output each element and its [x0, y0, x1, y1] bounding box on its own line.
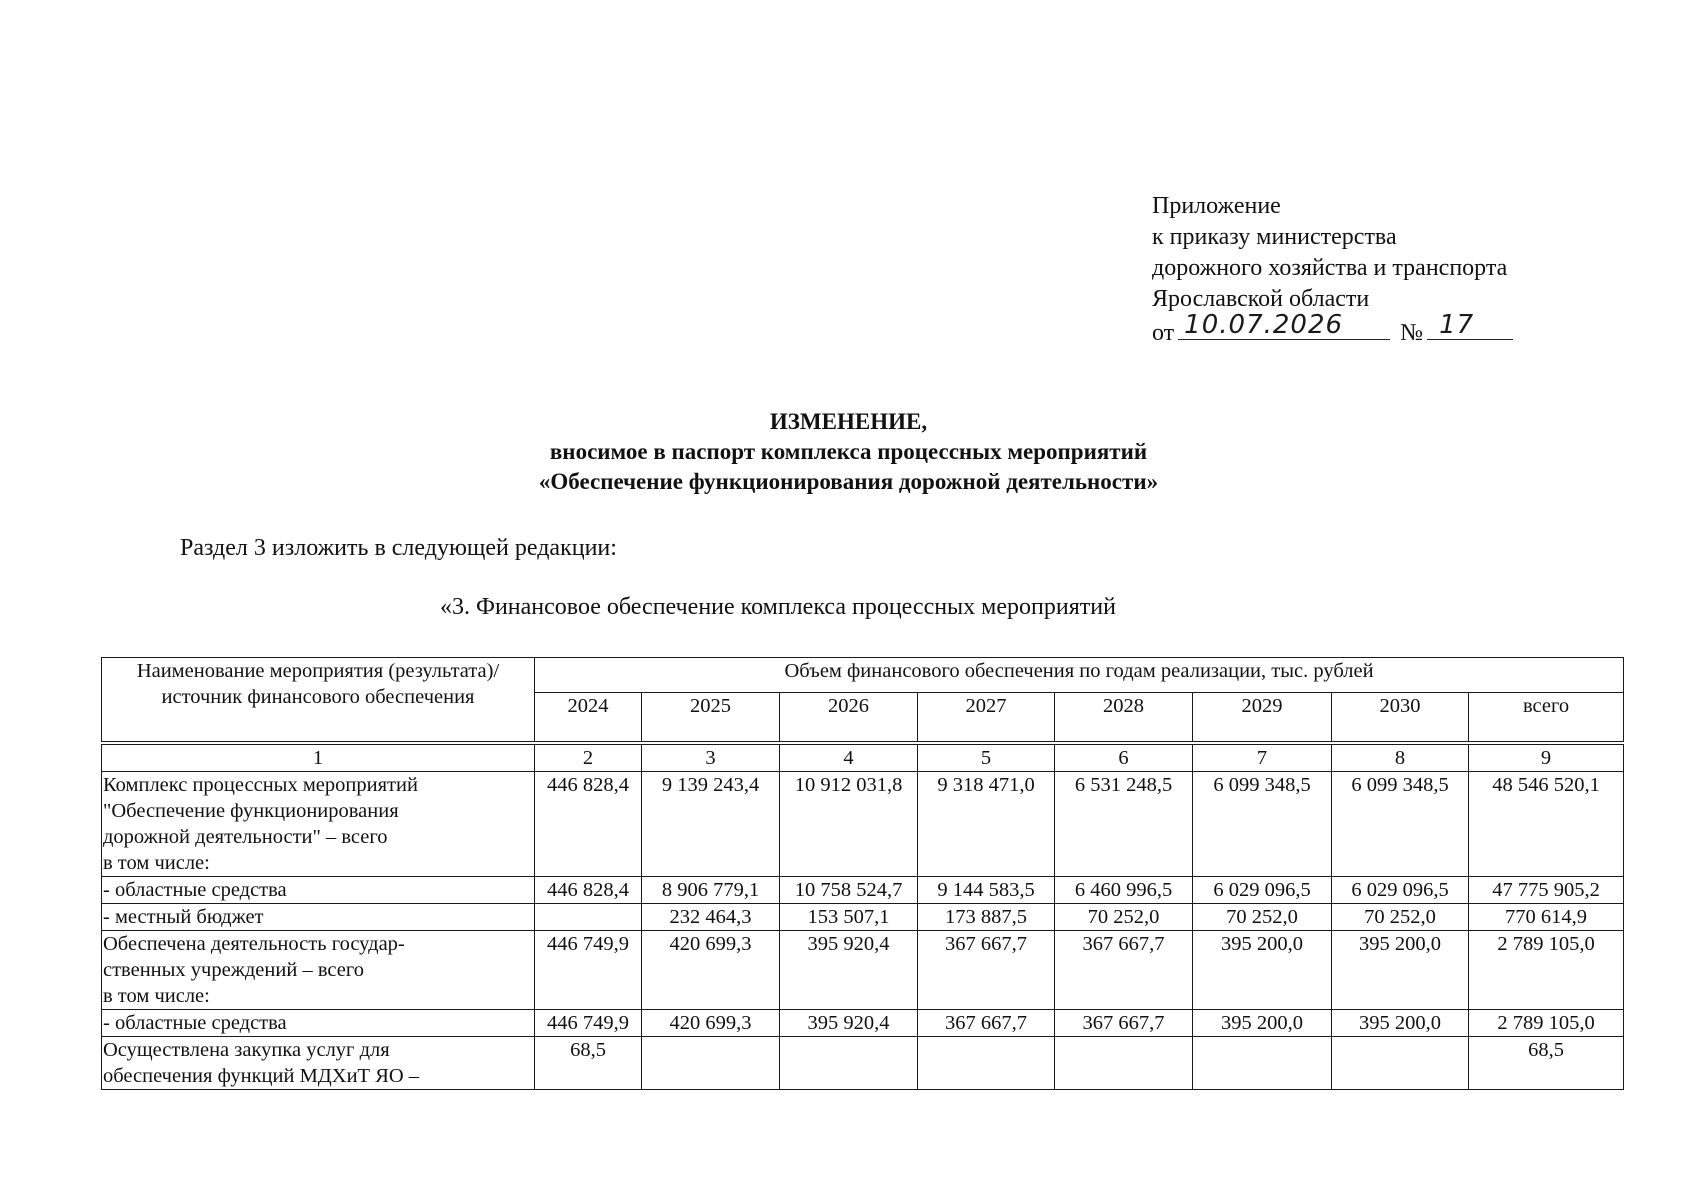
value-cell: 9 318 471,0 [918, 772, 1055, 877]
value-cell: 68,5 [1469, 1037, 1624, 1090]
value-cell [642, 1037, 780, 1090]
row-name [102, 1010, 535, 1037]
date-fill-line [1178, 310, 1390, 340]
row-name [102, 931, 535, 1010]
row-name [102, 877, 535, 904]
value-cell: 6 531 248,5 [1055, 772, 1193, 877]
financing-table [101, 657, 1624, 1090]
year-header: 2027 [918, 693, 1055, 743]
handwritten-number: 17 [1439, 310, 1475, 340]
value-cell: 6 029 096,5 [1193, 877, 1332, 904]
value-cell: 446 828,4 [535, 877, 642, 904]
row-name-line: - областные средства [103, 879, 287, 901]
row-name [102, 772, 535, 877]
row-name-line: Осуществлена закупка услуг для [103, 1039, 390, 1061]
table-row [102, 931, 1624, 1010]
value-cell: 446 749,9 [535, 931, 642, 1010]
value-cell [1193, 1037, 1332, 1090]
value-cell: 395 200,0 [1332, 931, 1469, 1010]
row-name [102, 1037, 535, 1090]
value-cell: 70 252,0 [1193, 904, 1332, 931]
column-number: 9 [1469, 743, 1624, 772]
row-name-line: ственных учреждений – всего [103, 959, 364, 981]
value-cell: 770 614,9 [1469, 904, 1624, 931]
appendix-line-3: дорожного хозяйства и транспорта [1152, 255, 1508, 281]
value-cell: 9 139 243,4 [642, 772, 780, 877]
instruction-text: Раздел 3 изложить в следующей редакции: [180, 535, 617, 561]
value-cell: 395 920,4 [780, 931, 918, 1010]
year-header: всего [1469, 693, 1624, 743]
row-name [102, 904, 535, 931]
column-number: 4 [780, 743, 918, 772]
row-name-line: "Обеспечение функционирования [103, 800, 399, 822]
table-row [102, 877, 1624, 904]
value-cell: 68,5 [535, 1037, 642, 1090]
appendix-line-4: Ярославской области [1152, 286, 1370, 312]
value-cell: 446 749,9 [535, 1010, 642, 1037]
column-number: 7 [1193, 743, 1332, 772]
table-body [102, 743, 1624, 1090]
value-cell: 395 920,4 [780, 1010, 918, 1037]
value-cell: 10 758 524,7 [780, 877, 918, 904]
column-number: 3 [642, 743, 780, 772]
value-cell: 367 667,7 [918, 931, 1055, 1010]
volume-header: Объем финансового обеспечения по годам реализации, тыс. рублей [535, 658, 1624, 693]
value-cell: 6 029 096,5 [1332, 877, 1469, 904]
date-prefix: от [1152, 320, 1175, 346]
column-number: 6 [1055, 743, 1193, 772]
handwritten-date: 10.07.2026 [1184, 310, 1344, 340]
value-cell: 48 546 520,1 [1469, 772, 1624, 877]
value-cell: 446 828,4 [535, 772, 642, 877]
value-cell [1332, 1037, 1469, 1090]
year-header: 2026 [780, 693, 918, 743]
appendix-block [1152, 191, 1513, 349]
table-row [102, 904, 1624, 931]
name-column-header: Наименование мероприятия (результата)/ источник финансового обеспечения [102, 658, 535, 743]
number-fill-line [1427, 310, 1513, 340]
table-row [102, 772, 1624, 877]
table-row [102, 1010, 1624, 1037]
column-number: 1 [102, 743, 535, 772]
year-header: 2024 [535, 693, 642, 743]
value-cell: 395 200,0 [1193, 931, 1332, 1010]
appendix-line-2: к приказу министерства [1152, 224, 1397, 250]
column-number: 2 [535, 743, 642, 772]
value-cell [1055, 1037, 1193, 1090]
row-name-line: Обеспечена деятельность государ- [103, 933, 405, 955]
value-cell: 70 252,0 [1332, 904, 1469, 931]
appendix-line-1: Приложение [1152, 193, 1281, 219]
document-title [0, 407, 1697, 497]
value-cell [535, 904, 642, 931]
value-cell: 153 507,1 [780, 904, 918, 931]
value-cell: 47 775 905,2 [1469, 877, 1624, 904]
value-cell: 70 252,0 [1055, 904, 1193, 931]
year-header: 2025 [642, 693, 780, 743]
section-title: «3. Финансовое обеспечение комплекса процессных мероприятий [440, 594, 1116, 620]
row-name-line: в том числе: [103, 985, 210, 1007]
value-cell [918, 1037, 1055, 1090]
value-cell: 173 887,5 [918, 904, 1055, 931]
value-cell: 2 789 105,0 [1469, 931, 1624, 1010]
year-header: 2029 [1193, 693, 1332, 743]
column-number: 5 [918, 743, 1055, 772]
value-cell: 8 906 779,1 [642, 877, 780, 904]
value-cell: 10 912 031,8 [780, 772, 918, 877]
row-name-line: - областные средства [103, 1012, 287, 1034]
row-name-line: - местный бюджет [103, 906, 264, 928]
value-cell: 9 144 583,5 [918, 877, 1055, 904]
value-cell: 232 464,3 [642, 904, 780, 931]
table-row [102, 1037, 1624, 1090]
column-number-row [102, 743, 1624, 772]
value-cell: 6 099 348,5 [1332, 772, 1469, 877]
title-line-2: вносимое в паспорт комплекса процессных мероприятий [549, 439, 1148, 464]
row-name-line: в том числе: [103, 852, 210, 874]
row-name-line: дорожной деятельности" – всего [103, 826, 388, 848]
value-cell: 420 699,3 [642, 1010, 780, 1037]
row-name-line: обеспечения функций МДХиТ ЯО – [103, 1065, 420, 1087]
value-cell: 6 099 348,5 [1193, 772, 1332, 877]
value-cell: 367 667,7 [1055, 931, 1193, 1010]
value-cell: 6 460 996,5 [1055, 877, 1193, 904]
title-line-3: «Обеспечение функционирования дорожной деятельности» [538, 469, 1159, 494]
title-line-1: ИЗМЕНЕНИЕ, [769, 409, 928, 434]
value-cell: 395 200,0 [1193, 1010, 1332, 1037]
number-label: № [1400, 320, 1424, 346]
value-cell: 367 667,7 [1055, 1010, 1193, 1037]
appendix-date-line [1152, 310, 1513, 349]
column-number: 8 [1332, 743, 1469, 772]
year-header: 2028 [1055, 693, 1193, 743]
value-cell: 395 200,0 [1332, 1010, 1469, 1037]
value-cell [780, 1037, 918, 1090]
value-cell: 367 667,7 [918, 1010, 1055, 1037]
row-name-line: Комплекс процессных мероприятий [103, 774, 418, 796]
value-cell: 2 789 105,0 [1469, 1010, 1624, 1037]
value-cell: 420 699,3 [642, 931, 780, 1010]
year-header: 2030 [1332, 693, 1469, 743]
